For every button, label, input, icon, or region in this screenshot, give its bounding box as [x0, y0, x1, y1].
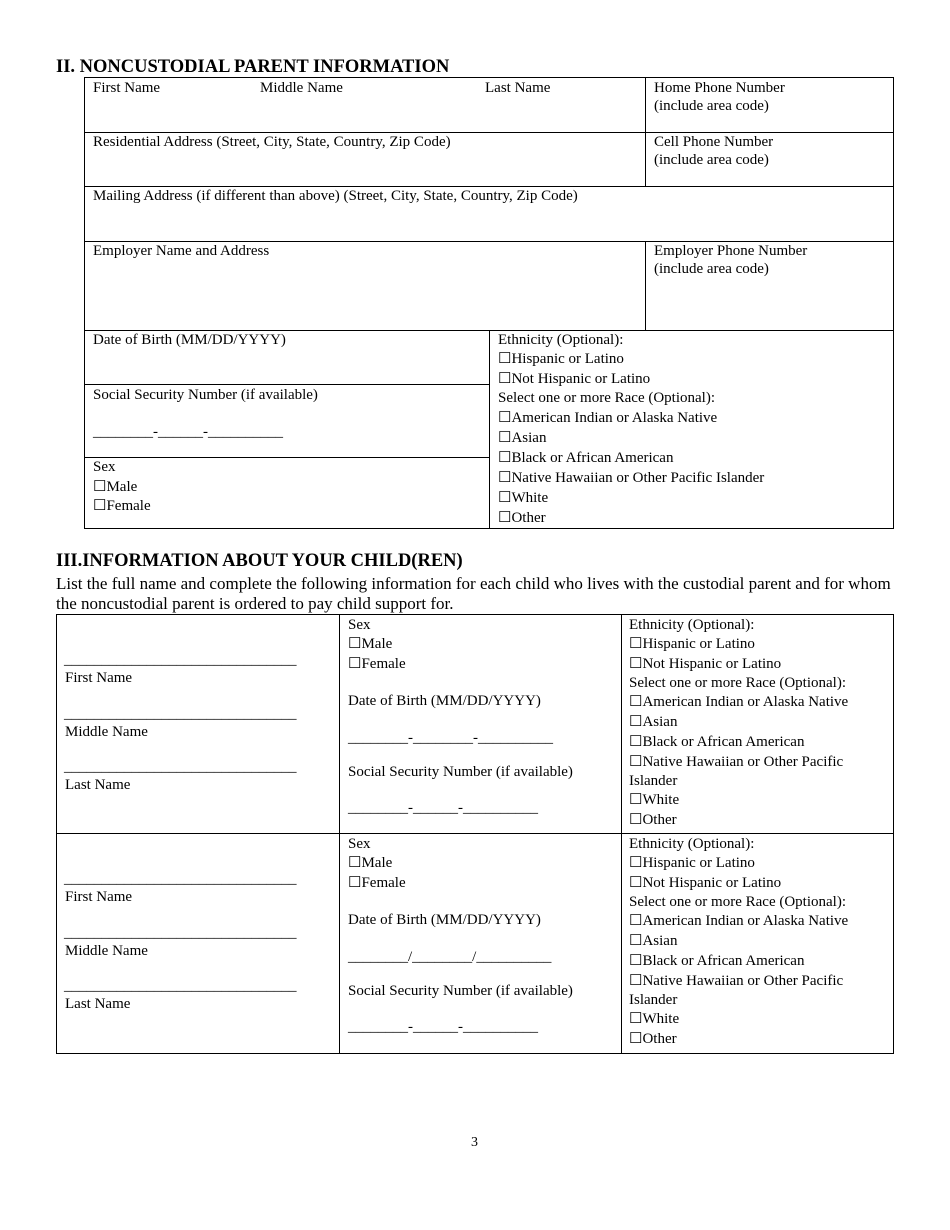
- child1-last-name-line[interactable]: _______________________________: [64, 759, 297, 775]
- child1-first-name-line[interactable]: _______________________________: [64, 652, 297, 668]
- child1-other-checkbox[interactable]: ☐Other: [629, 812, 677, 828]
- child2-sex-label: Sex: [348, 836, 371, 852]
- american-indian-checkbox[interactable]: ☐American Indian or Alaska Native: [498, 410, 718, 426]
- child2-ssn-line[interactable]: ________-______-__________: [348, 1019, 538, 1035]
- employer-phone-label: Employer Phone Number: [654, 243, 808, 259]
- dob-label: Date of Birth (MM/DD/YYYY): [93, 332, 286, 348]
- hispanic-checkbox[interactable]: ☐Hispanic or Latino: [498, 351, 624, 367]
- child1-hawaiian-checkbox[interactable]: ☐Native Hawaiian or Other Pacific: [629, 754, 844, 770]
- black-checkbox[interactable]: ☐Black or African American: [498, 450, 674, 466]
- not-hispanic-checkbox[interactable]: ☐Not Hispanic or Latino: [498, 371, 651, 387]
- child2-hawaiian-label-cont: Islander: [629, 992, 678, 1008]
- child2-female-checkbox[interactable]: ☐Female: [348, 875, 406, 891]
- child1-not-hispanic-checkbox[interactable]: ☐Not Hispanic or Latino: [629, 656, 782, 672]
- child1-ethnicity-label: Ethnicity (Optional):: [629, 617, 755, 633]
- first-name-label: First Name: [93, 80, 161, 96]
- ssn-input-line[interactable]: ________-______-__________: [93, 424, 283, 440]
- other-checkbox[interactable]: ☐Other: [498, 510, 546, 526]
- child2-other-checkbox[interactable]: ☐Other: [629, 1031, 677, 1047]
- child1-ssn-line[interactable]: ________-______-__________: [348, 800, 538, 816]
- child1-middle-name-label: Middle Name: [65, 724, 148, 740]
- child1-male-checkbox[interactable]: ☐Male: [348, 636, 393, 652]
- asian-checkbox[interactable]: ☐Asian: [498, 430, 547, 446]
- child1-last-name-label: Last Name: [65, 777, 131, 793]
- child2-white-checkbox[interactable]: ☐White: [629, 1011, 680, 1027]
- child2-first-name-label: First Name: [65, 889, 133, 905]
- last-name-label: Last Name: [485, 80, 551, 96]
- child2-american-indian-checkbox[interactable]: ☐American Indian or Alaska Native: [629, 913, 849, 929]
- child1-sex-label: Sex: [348, 617, 371, 633]
- cell-phone-label: Cell Phone Number: [654, 134, 774, 150]
- child1-ssn-label: Social Security Number (if available): [348, 764, 573, 780]
- child2-not-hispanic-checkbox[interactable]: ☐Not Hispanic or Latino: [629, 875, 782, 891]
- child2-first-name-line[interactable]: _______________________________: [64, 871, 297, 887]
- race-label: Select one or more Race (Optional):: [498, 390, 716, 406]
- child2-middle-name-line[interactable]: _______________________________: [64, 925, 297, 941]
- child1-female-checkbox[interactable]: ☐Female: [348, 656, 406, 672]
- employer-label: Employer Name and Address: [93, 243, 270, 259]
- child2-ssn-label: Social Security Number (if available): [348, 983, 573, 999]
- child1-middle-name-line[interactable]: _______________________________: [64, 706, 297, 722]
- child2-middle-name-label: Middle Name: [65, 943, 148, 959]
- child2-ethnicity-label: Ethnicity (Optional):: [629, 836, 755, 852]
- middle-name-label: Middle Name: [260, 80, 343, 96]
- home-phone-note: (include area code): [654, 98, 769, 114]
- child2-dob-label: Date of Birth (MM/DD/YYYY): [348, 912, 541, 928]
- child1-asian-checkbox[interactable]: ☐Asian: [629, 714, 678, 730]
- section-2-title: II. NONCUSTODIAL PARENT INFORMATION: [56, 57, 450, 77]
- child2-male-checkbox[interactable]: ☐Male: [348, 855, 393, 871]
- white-checkbox[interactable]: ☐White: [498, 490, 549, 506]
- child2-hawaiian-checkbox[interactable]: ☐Native Hawaiian or Other Pacific: [629, 973, 844, 989]
- child2-last-name-line[interactable]: _______________________________: [64, 978, 297, 994]
- page-number: 3: [471, 1135, 478, 1150]
- child1-white-checkbox[interactable]: ☐White: [629, 792, 680, 808]
- employer-phone-note: (include area code): [654, 261, 769, 277]
- child2-asian-checkbox[interactable]: ☐Asian: [629, 933, 678, 949]
- home-phone-label: Home Phone Number: [654, 80, 785, 96]
- ssn-label: Social Security Number (if available): [93, 387, 318, 403]
- child1-first-name-label: First Name: [65, 670, 133, 686]
- child1-dob-line[interactable]: ________-________-__________: [348, 730, 553, 746]
- child1-hawaiian-label-cont: Islander: [629, 773, 678, 789]
- child1-dob-label: Date of Birth (MM/DD/YYYY): [348, 693, 541, 709]
- cell-phone-note: (include area code): [654, 152, 769, 168]
- child1-american-indian-checkbox[interactable]: ☐American Indian or Alaska Native: [629, 694, 849, 710]
- child2-black-checkbox[interactable]: ☐Black or African American: [629, 953, 805, 969]
- child2-race-label: Select one or more Race (Optional):: [629, 894, 847, 910]
- hawaiian-checkbox[interactable]: ☐Native Hawaiian or Other Pacific Islander: [498, 470, 765, 486]
- residential-address-label: Residential Address (Street, City, State, Country, Zip Code): [93, 134, 451, 150]
- child1-race-label: Select one or more Race (Optional):: [629, 675, 847, 691]
- female-checkbox[interactable]: ☐Female: [93, 498, 151, 514]
- ethnicity-label: Ethnicity (Optional):: [498, 332, 624, 348]
- mailing-address-label: Mailing Address (if different than above) (Street, City, State, Country, Zip Code): [93, 188, 578, 204]
- section-3-intro: List the full name and complete the following information for each child who lives with the custodial parent and for whom the noncustodial parent is ordered to pay child support for.: [56, 574, 891, 613]
- child2-last-name-label: Last Name: [65, 996, 131, 1012]
- child1-black-checkbox[interactable]: ☐Black or African American: [629, 734, 805, 750]
- sex-label: Sex: [93, 459, 116, 475]
- noncustodial-name-field[interactable]: [85, 78, 644, 131]
- child1-hispanic-checkbox[interactable]: ☐Hispanic or Latino: [629, 636, 755, 652]
- section-3-title: III.INFORMATION ABOUT YOUR CHILD(REN): [56, 551, 463, 571]
- child2-dob-line[interactable]: ________/________/__________: [348, 949, 552, 965]
- child2-hispanic-checkbox[interactable]: ☐Hispanic or Latino: [629, 855, 755, 871]
- male-checkbox[interactable]: ☐Male: [93, 479, 138, 495]
